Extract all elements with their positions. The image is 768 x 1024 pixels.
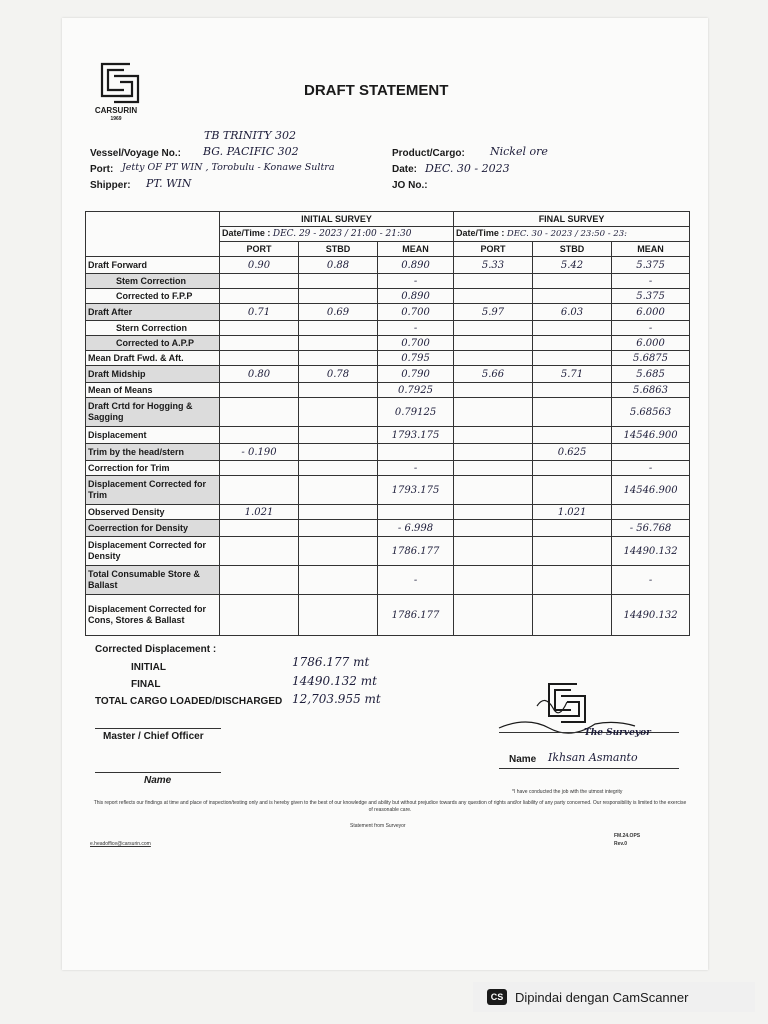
product-value: Nickel ore [490,145,548,158]
row-label: Displacement Corrected for Trim [86,476,220,505]
cell-f-stbd: 5.71 [533,366,612,383]
cell-i-mean: 1793.175 [378,476,454,505]
cell-i-mean: 0.790 [378,366,454,383]
final-datetime-value: DEC. 30 - 2023 / 23:50 - 23: [506,229,627,239]
cell-f-stbd [533,461,612,476]
cell-f-stbd [533,427,612,444]
cell-i-mean [378,444,454,461]
table-row [86,289,690,304]
cell-f-port: 5.97 [454,304,533,321]
cell-f-port [454,537,533,566]
cell-i-mean: 1786.177 [378,595,454,636]
initial-datetime-cell [220,227,454,242]
cell-i-mean: 0.795 [378,351,454,366]
cell-f-mean [612,444,690,461]
table-row [86,505,690,520]
cell-f-port [454,398,533,427]
cell-f-port [454,289,533,304]
cell-f-port [454,444,533,461]
cell-i-port [220,336,299,351]
cell-i-port [220,398,299,427]
row-label: Total Consumable Store & Ballast [86,566,220,595]
cell-f-port [454,321,533,336]
logo-year: 1969 [110,116,122,122]
email-text: e.headoffice@carsurin.com [90,841,151,847]
cell-f-port [454,461,533,476]
cell-f-port [454,336,533,351]
corrected-displacement-label: Corrected Displacement : [95,644,217,655]
master-signature-line [95,728,221,729]
cell-i-stbd [299,336,378,351]
date-label: Date: [392,164,418,175]
product-label: Product/Cargo: [392,148,465,159]
cell-f-port [454,351,533,366]
cell-i-stbd [299,444,378,461]
cell-f-stbd [533,289,612,304]
cell-i-stbd [299,476,378,505]
cell-f-stbd [533,520,612,537]
initial-label: INITIAL [131,662,166,673]
date-value: DEC. 30 - 2023 [425,162,510,175]
cell-f-stbd [533,595,612,636]
cell-f-stbd [533,537,612,566]
cell-i-stbd [299,505,378,520]
cell-i-stbd: 0.69 [299,304,378,321]
form-rev: Rev.0 [614,841,627,847]
cell-f-stbd [533,398,612,427]
total-cargo-value: 12,703.955 mt [292,692,381,706]
row-label: Draft Forward [86,257,220,274]
cell-f-mean [612,505,690,520]
vessel-value-line1: TB TRINITY 302 [204,129,296,142]
cell-i-stbd [299,351,378,366]
final-displacement-value: 14490.132 mt [292,674,377,688]
row-label: Stern Correction [86,321,220,336]
datetime-label: Date/Time : [456,228,505,238]
cell-i-port [220,595,299,636]
cell-f-stbd [533,274,612,289]
col-header-initial-port: PORT [220,242,299,257]
cell-i-stbd [299,427,378,444]
cell-f-mean: - [612,321,690,336]
row-label: Corrected to A.P.P [86,336,220,351]
row-label: Mean Draft Fwd. & Aft. [86,351,220,366]
table-row [86,383,690,398]
cell-i-stbd [299,537,378,566]
surveyor-name-value: Ikhsan Asmanto [548,751,638,764]
table-corner-cell [86,212,220,257]
table-row [86,595,690,636]
vessel-value-line2: BG. PACIFIC 302 [203,145,299,158]
row-label: Correction for Trim [86,461,220,476]
cell-i-stbd: 0.88 [299,257,378,274]
cell-i-port [220,289,299,304]
port-value: Jetty OF PT WIN , Torobulu - Konawe Sultra [122,162,335,173]
master-label: Master / Chief Officer [103,731,204,742]
cell-f-mean: 14490.132 [612,537,690,566]
cell-f-stbd [533,566,612,595]
initial-displacement-value: 1786.177 mt [292,655,370,669]
cell-f-port [454,595,533,636]
cell-f-mean: 6.000 [612,336,690,351]
table-row [86,321,690,336]
cell-i-mean: 0.79125 [378,398,454,427]
port-label: Port: [90,164,114,175]
surveyor-name-line [499,768,679,769]
cell-f-stbd [533,321,612,336]
cell-i-mean: - [378,566,454,595]
row-label: Displacement Corrected for Cons, Stores & Ballast [86,595,220,636]
cell-i-port [220,537,299,566]
table-row [86,304,690,321]
row-label: Displacement Corrected for Density [86,537,220,566]
table-row [86,427,690,444]
cell-i-stbd [299,398,378,427]
cell-f-mean: 6.000 [612,304,690,321]
cell-i-port [220,427,299,444]
col-header-initial-stbd: STBD [299,242,378,257]
cell-i-port [220,461,299,476]
form-code: FM.24.OPS [614,833,641,839]
row-label: Observed Density [86,505,220,520]
camscanner-watermark [473,982,755,1012]
cell-i-port [220,566,299,595]
cell-f-mean: 5.6875 [612,351,690,366]
table-row [86,257,690,274]
cell-i-mean: 0.700 [378,304,454,321]
jo-label: JO No.: [392,180,428,191]
logo-company-name: CARSURIN [94,106,138,115]
cell-f-mean: - [612,274,690,289]
cell-f-mean: 14546.900 [612,476,690,505]
cell-i-port [220,321,299,336]
surveyor-label: The Surveyor [584,728,651,738]
cell-i-port [220,274,299,289]
cell-f-mean: 5.68563 [612,398,690,427]
col-header-final-mean: MEAN [612,242,690,257]
cell-f-port: 5.66 [454,366,533,383]
cell-f-port [454,505,533,520]
cell-f-mean: 5.6863 [612,383,690,398]
cell-i-mean: - [378,321,454,336]
statement-text: Statement from Surveyor [350,823,406,829]
row-label: Stem Correction [86,274,220,289]
initial-datetime-value: DEC. 29 - 2023 / 21:00 - 21:30 [272,229,412,239]
table-row [86,398,690,427]
disclaimer-text: This report reflects our findings at time and place of inspection/testing only and is hereby given to the best of our knowledge and ability but without prejudice towards any question of rights and/or liability of any party concerned. Our responsibility is limited to the exercise of reasonable care. [93,800,687,813]
table-row [86,336,690,351]
cell-f-port [454,566,533,595]
row-label: Mean of Means [86,383,220,398]
cell-f-port [454,427,533,444]
cell-f-mean: - [612,461,690,476]
name-line [95,772,221,773]
cell-i-mean: 1793.175 [378,427,454,444]
draft-survey-table [85,211,690,636]
cell-i-stbd [299,289,378,304]
table-row [86,274,690,289]
row-label: Draft After [86,304,220,321]
row-label: Draft Midship [86,366,220,383]
cell-i-stbd [299,595,378,636]
cell-i-stbd: 0.78 [299,366,378,383]
row-label: Corrected to F.P.P [86,289,220,304]
cell-i-mean: 0.700 [378,336,454,351]
cell-i-port [220,520,299,537]
cell-i-stbd [299,461,378,476]
cell-f-stbd: 6.03 [533,304,612,321]
cell-f-mean: - 56.768 [612,520,690,537]
table-row [86,461,690,476]
cell-i-port: 0.71 [220,304,299,321]
cell-f-port [454,476,533,505]
row-label: Trim by the head/stern [86,444,220,461]
name-label: Name [144,775,172,786]
cell-f-stbd [533,383,612,398]
cell-i-port: 0.90 [220,257,299,274]
cell-f-stbd: 1.021 [533,505,612,520]
cell-i-port: 1.021 [220,505,299,520]
cell-i-mean: 0.890 [378,257,454,274]
vessel-label: Vessel/Voyage No.: [90,148,181,159]
cell-i-mean: - [378,274,454,289]
table-row [86,537,690,566]
cell-f-stbd [533,351,612,366]
row-label: Draft Crtd for Hogging & Sagging [86,398,220,427]
cell-i-mean: 1786.177 [378,537,454,566]
row-label: Coerrection for Density [86,520,220,537]
cell-f-mean: 5.375 [612,257,690,274]
shipper-value: PT. WIN [146,177,192,190]
cell-f-mean: 14490.132 [612,595,690,636]
cell-i-stbd [299,383,378,398]
cell-i-stbd [299,566,378,595]
cell-f-mean: - [612,566,690,595]
cell-f-mean: 14546.900 [612,427,690,444]
surveyor-integrity-note: *I have conducted the job with the utmost integrity [512,789,623,795]
cell-f-stbd: 0.625 [533,444,612,461]
cell-i-port: - 0.190 [220,444,299,461]
col-header-initial-mean: MEAN [378,242,454,257]
cell-f-port [454,383,533,398]
cell-f-port [454,520,533,537]
table-row [86,520,690,537]
cell-f-port: 5.33 [454,257,533,274]
cell-i-port [220,476,299,505]
datetime-label: Date/Time : [222,228,271,238]
cell-f-stbd [533,476,612,505]
cell-i-mean: - [378,461,454,476]
document-title: DRAFT STATEMENT [304,82,449,99]
table-row [86,476,690,505]
table-row [86,444,690,461]
row-label: Displacement [86,427,220,444]
cell-i-port: 0.80 [220,366,299,383]
table-row [86,566,690,595]
col-header-final-port: PORT [454,242,533,257]
cell-f-port [454,274,533,289]
cell-i-stbd [299,274,378,289]
initial-survey-header: INITIAL SURVEY [220,212,454,227]
cell-f-mean: 5.375 [612,289,690,304]
cell-f-mean: 5.685 [612,366,690,383]
final-survey-header: FINAL SURVEY [454,212,690,227]
cell-i-mean: 0.890 [378,289,454,304]
camscanner-icon: CS [487,989,507,1005]
cell-i-stbd [299,520,378,537]
cell-i-mean: - 6.998 [378,520,454,537]
camscanner-text: Dipindai dengan CamScanner [515,989,689,1005]
cell-f-stbd: 5.42 [533,257,612,274]
cell-i-mean: 0.7925 [378,383,454,398]
surveyor-name-label: Name [509,754,537,765]
cell-i-port [220,351,299,366]
cell-i-port [220,383,299,398]
col-header-final-stbd: STBD [533,242,612,257]
shipper-label: Shipper: [90,180,131,191]
table-row [86,366,690,383]
table-row [86,351,690,366]
final-datetime-cell [454,227,690,242]
final-label: FINAL [131,679,161,690]
cell-i-stbd [299,321,378,336]
cell-f-stbd [533,336,612,351]
cell-i-mean [378,505,454,520]
total-cargo-label: TOTAL CARGO LOADED/DISCHARGED [95,696,283,707]
